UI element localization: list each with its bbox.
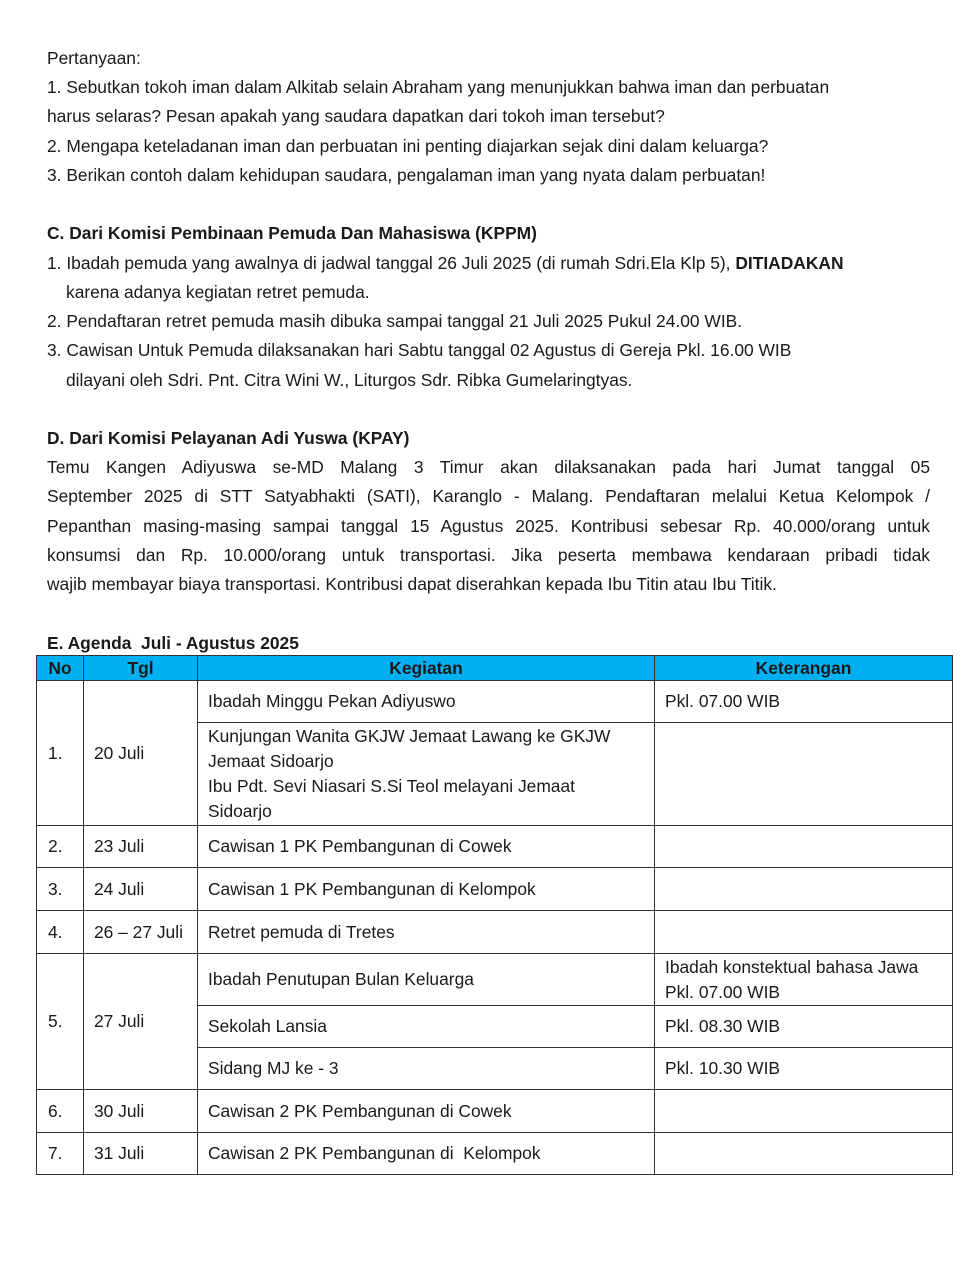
row-date: 30 Juli xyxy=(84,1090,198,1133)
table-row xyxy=(37,1090,953,1133)
row-activity xyxy=(198,723,655,826)
row-note xyxy=(655,826,953,868)
question-2: 2. Mengapa keteladanan iman dan perbuatan ini penting diajarkan sejak dini dalam keluarga? xyxy=(47,136,769,156)
section-c-item-1-line-1 xyxy=(47,252,844,274)
question-3: 3. Berikan contoh dalam kehidupan saudara, pengalaman iman yang nyata dalam perbuatan! xyxy=(47,165,766,185)
row-no: 7. xyxy=(37,1133,84,1175)
table-row xyxy=(37,681,953,723)
row-note xyxy=(655,911,953,954)
agenda-table xyxy=(36,655,953,1175)
row-activity: Sekolah Lansia xyxy=(198,1006,655,1048)
row-activity: Sidang MJ ke - 3 xyxy=(198,1048,655,1090)
table-row xyxy=(37,954,953,1006)
section-c-item-2: 2. Pendaftaran retret pemuda masih dibuka sampai tanggal 21 Juli 2025 Pukul 24.00 WIB. xyxy=(47,311,743,331)
column-header-tgl: Tgl xyxy=(84,656,198,681)
question-1-line-2: harus selaras? Pesan apakah yang saudara dapatkan dari tokoh iman tersebut? xyxy=(47,106,665,126)
note-line: Pkl. 07.00 WIB xyxy=(665,981,781,1002)
row-note xyxy=(655,954,953,1006)
row-activity: Retret pemuda di Tretes xyxy=(198,911,655,954)
row-activity: Cawisan 1 PK Pembangunan di Cowek xyxy=(198,826,655,868)
table-row xyxy=(37,826,953,868)
row-activity: Ibadah Minggu Pekan Adiyuswo xyxy=(198,681,655,723)
row-no: 5. xyxy=(37,954,84,1090)
section-d-line-4: konsumsi dan Rp. 10.000/orang untuk transportasi. Jika peserta membawa kendaraan pribadi tidak xyxy=(47,545,930,565)
column-header-no: No xyxy=(37,656,84,681)
activity-line: Ibu Pdt. Sevi Niasari S.Si Teol melayani Jemaat xyxy=(208,776,575,796)
row-note xyxy=(655,1090,953,1133)
section-d-line-3: Pepanthan masing-masing sampai tanggal 15 Agustus 2025. Kontribusi sebesar Rp. 40.000/orang untuk xyxy=(47,516,930,536)
row-date: 26 – 27 Juli xyxy=(84,911,198,954)
row-date: 31 Juli xyxy=(84,1133,198,1175)
activity-line: Jemaat Sidoarjo xyxy=(208,751,334,771)
row-no: 2. xyxy=(37,826,84,868)
row-activity: Cawisan 2 PK Pembangunan di Cowek xyxy=(198,1090,655,1133)
section-c-item-1-text: 1. Ibadah pemuda yang awalnya di jadwal tanggal 26 Juli 2025 (di rumah Sdri.Ela Klp 5), xyxy=(47,253,736,273)
question-1-line-1: 1. Sebutkan tokoh iman dalam Alkitab selain Abraham yang menunjukkan bahwa iman dan perbuatan xyxy=(47,77,830,97)
section-c-item-3-line-1: 3. Cawisan Untuk Pemuda dilaksanakan hari Sabtu tanggal 02 Agustus di Gereja Pkl. 16.00 WIB xyxy=(47,340,792,360)
row-no: 3. xyxy=(37,868,84,911)
row-date: 20 Juli xyxy=(84,681,198,826)
note-line: Ibadah konstektual bahasa Jawa xyxy=(665,956,919,977)
activity-line: Sidoarjo xyxy=(208,801,272,821)
agenda-header-row xyxy=(37,656,953,681)
section-c-heading: C. Dari Komisi Pembinaan Pemuda Dan Mahasiswa (KPPM) xyxy=(47,223,537,243)
section-d-line-1: Temu Kangen Adiyuswa se-MD Malang 3 Timur akan dilaksanakan pada hari Jumat tanggal 05 xyxy=(47,457,930,477)
row-no: 6. xyxy=(37,1090,84,1133)
row-activity: Cawisan 2 PK Pembangunan di Kelompok xyxy=(198,1133,655,1175)
row-date: 23 Juli xyxy=(84,826,198,868)
section-d-heading: D. Dari Komisi Pelayanan Adi Yuswa (KPAY) xyxy=(47,428,410,448)
activity-line: Kunjungan Wanita GKJW Jemaat Lawang ke GKJW xyxy=(208,726,611,746)
cancelled-label: DITIADAKAN xyxy=(735,253,844,273)
row-date: 27 Juli xyxy=(84,954,198,1090)
row-activity: Ibadah Penutupan Bulan Keluarga xyxy=(198,954,655,1006)
column-header-kegiatan: Kegiatan xyxy=(198,656,655,681)
row-note xyxy=(655,1133,953,1175)
questions-heading: Pertanyaan: xyxy=(47,48,141,68)
section-d-line-5: wajib membayar biaya transportasi. Kontribusi dapat diserahkan kepada Ibu Titin atau Ibu Titik. xyxy=(47,574,777,594)
row-note: Pkl. 10.30 WIB xyxy=(655,1048,953,1090)
row-note: Pkl. 08.30 WIB xyxy=(655,1006,953,1048)
row-date: 24 Juli xyxy=(84,868,198,911)
row-no: 4. xyxy=(37,911,84,954)
table-row xyxy=(37,868,953,911)
row-note xyxy=(655,868,953,911)
column-header-keterangan: Keterangan xyxy=(655,656,953,681)
section-d-line-2: September 2025 di STT Satyabhakti (SATI), Karanglo - Malang. Pendaftaran melalui Ketua Kelompok / xyxy=(47,486,930,506)
row-note xyxy=(655,723,953,826)
row-activity: Cawisan 1 PK Pembangunan di Kelompok xyxy=(198,868,655,911)
row-no: 1. xyxy=(37,681,84,826)
section-c-item-3-line-2: dilayani oleh Sdri. Pnt. Citra Wini W., Liturgos Sdr. Ribka Gumelaringtyas. xyxy=(66,370,633,390)
table-row xyxy=(37,911,953,954)
row-note: Pkl. 07.00 WIB xyxy=(655,681,953,723)
section-c-item-1-line-2: karena adanya kegiatan retret pemuda. xyxy=(66,282,370,302)
table-row xyxy=(37,1133,953,1175)
section-e-heading: E. Agenda Juli - Agustus 2025 xyxy=(47,633,299,653)
